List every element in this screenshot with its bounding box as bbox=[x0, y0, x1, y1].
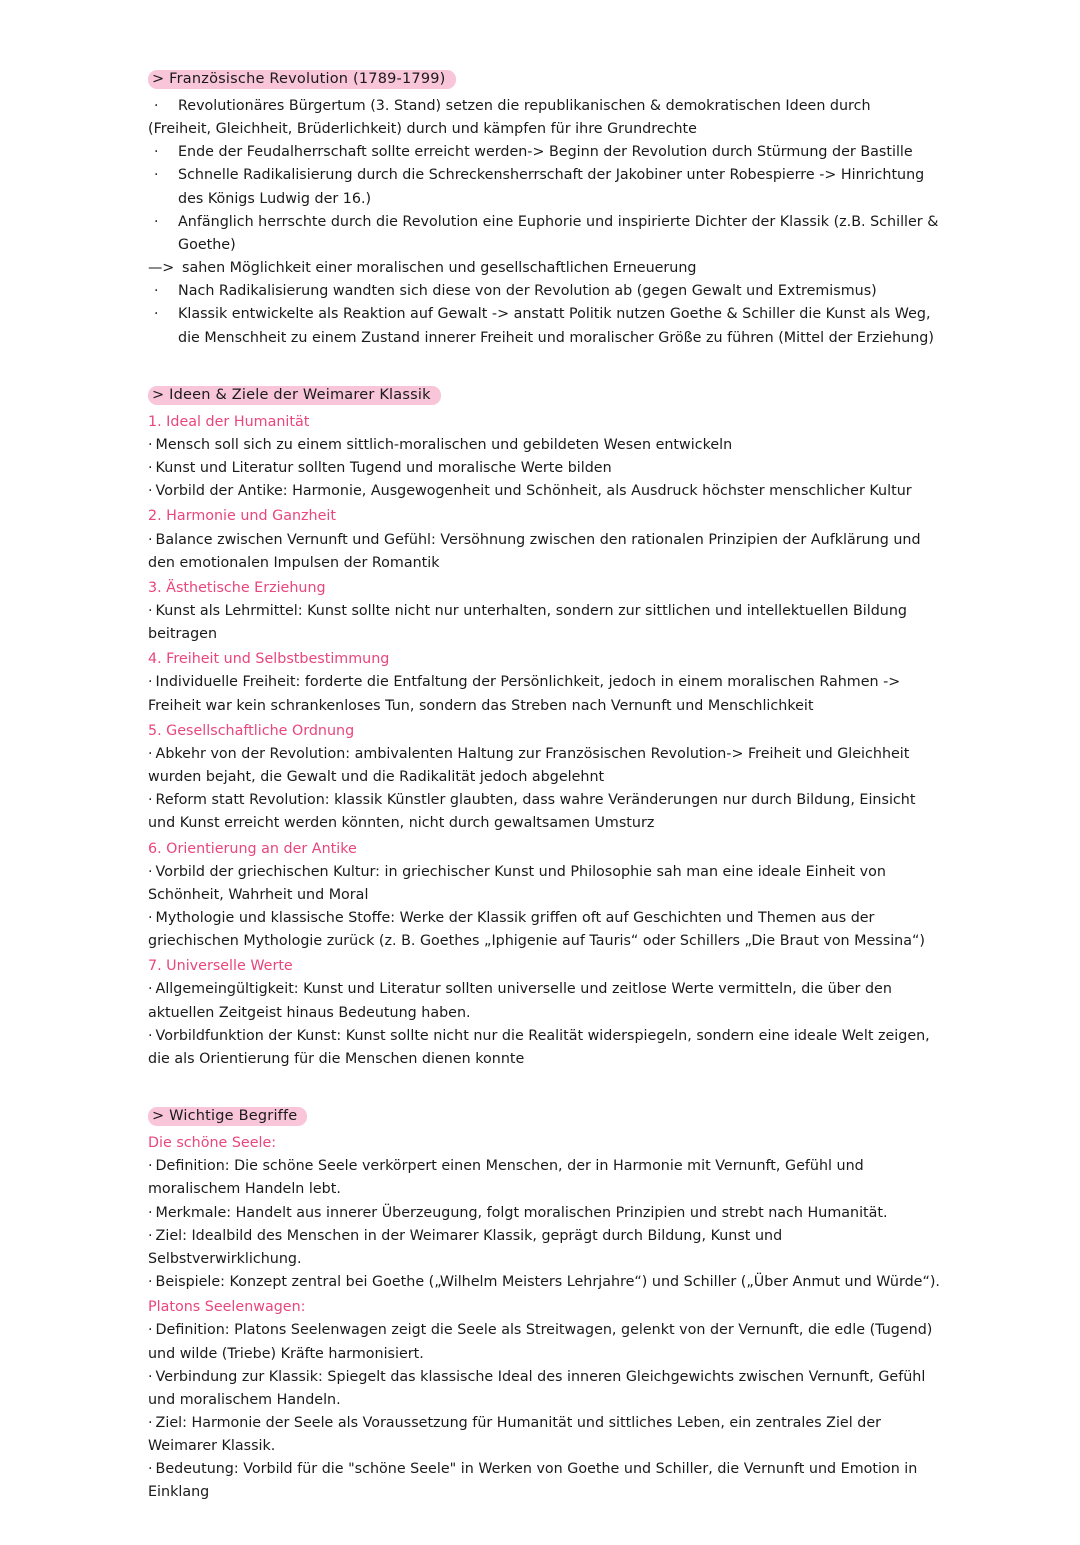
list-dot-icon: · bbox=[148, 745, 153, 762]
list-dot-icon: · bbox=[148, 483, 153, 500]
bullet-item bbox=[148, 211, 940, 257]
bullet-text: Schnelle Radikalisierung durch die Schreckensherrschaft der Jakobiner unter Robespierre -> Hinrichtung des Königs Ludwig der 16.) bbox=[178, 167, 925, 207]
list-item bbox=[148, 978, 940, 1024]
list-dot-icon: · bbox=[148, 863, 153, 880]
list-item-text: Verbindung zur Klassik: Spiegelt das klassische Ideal des inneren Gleichgewichts zwischen Vernunft, Gefühl und moralischem Handeln. bbox=[148, 1368, 926, 1408]
list-dot-icon: · bbox=[148, 910, 153, 926]
list-dot-icon: · bbox=[148, 1414, 153, 1431]
section-spacer bbox=[148, 350, 940, 384]
list-item bbox=[148, 1271, 940, 1294]
subheading: 1. Ideal der Humanität bbox=[148, 413, 310, 430]
list-item-text: Mythologie und klassische Stoffe: Werke der Klassik griffen oft auf Geschichten und Themen aus der griechischen Mythologie zurück (z. B. Goethes „Iphigenie auf Tauris“ oder Schillers „Die Braut von Messina“) bbox=[148, 910, 925, 950]
list-item-text: Abkehr von der Revolution: ambivalenten Haltung zur Französischen Revolution-> Freiheit und Gleichheit wurden bejaht, die Gewalt und die Radikalität jedoch abgelehnt bbox=[148, 745, 910, 786]
bullet-item bbox=[148, 303, 940, 349]
list-dot-icon: · bbox=[148, 531, 153, 548]
bullet-text: Ende der Feudalherrschaft sollte erreicht werden-> Beginn der Revolution durch Stürmung der Bastille bbox=[178, 144, 913, 161]
list-dot-icon: · bbox=[148, 1461, 153, 1478]
list-item bbox=[148, 907, 940, 953]
list-item bbox=[148, 1025, 940, 1071]
list-item-text: Definition: Platons Seelenwagen zeigt die Seele als Streitwagen, gelenkt von der Vernunft, die edle (Tugend) und wilde (Triebe) Kräfte harmonisiert. bbox=[148, 1322, 933, 1362]
bullet-dot-icon: · bbox=[154, 306, 159, 323]
list-dot-icon: · bbox=[148, 1027, 153, 1044]
list-dot-icon: · bbox=[148, 1368, 153, 1385]
list-item bbox=[148, 457, 940, 480]
list-dot-icon: · bbox=[148, 1158, 153, 1175]
list-item bbox=[148, 1366, 940, 1412]
list-item bbox=[148, 671, 940, 717]
list-item bbox=[148, 1202, 940, 1225]
bullet-dot-icon: · bbox=[154, 98, 159, 114]
list-item bbox=[148, 600, 940, 646]
list-item-text: Individuelle Freiheit: forderte die Entfaltung der Persönlichkeit, jedoch in einem moralischen Rahmen -> Freiheit war kein schrankenloses Tun, sondern das Streben nach Vernunft und Menschlichkeit bbox=[148, 674, 901, 714]
list-item-text: Bedeutung: Vorbild für die "schöne Seele" in Werken von Goethe und Schiller, die Vernunft und Emotion in Einklang bbox=[148, 1461, 918, 1501]
list-item-text: Kunst als Lehrmittel: Kunst sollte nicht nur unterhalten, sondern zur sittlichen und intellektuellen Bildung beitragen bbox=[148, 602, 907, 643]
list-item bbox=[148, 1225, 940, 1271]
list-item-text: Beispiele: Konzept zentral bei Goethe („Wilhelm Meisters Lehrjahre“) und Schiller („Über Anmut und Würde“). bbox=[155, 1274, 940, 1291]
section-heading: > Französische Revolution (1789-1799) bbox=[148, 70, 456, 89]
bullet-dot-icon: · bbox=[154, 144, 159, 161]
list-item-text: Definition: Die schöne Seele verkörpert einen Menschen, der in Harmonie mit Vernunft, Gefühl und moralischem Handeln lebt. bbox=[148, 1158, 864, 1198]
bullet-text: Revolutionäres Bürgertum (3. Stand) setzen die republikanischen & demokratischen Ideen durch bbox=[178, 98, 871, 114]
list-item-text: Reform statt Revolution: klassik Künstler glaubten, dass wahre Veränderungen nur durch Bildung, Einsicht und Kunst erreicht werden könnten, nicht durch gewaltsamen Umsturz bbox=[148, 792, 916, 832]
list-dot-icon: · bbox=[148, 1227, 153, 1244]
subheading: 4. Freiheit und Selbstbestimmung bbox=[148, 651, 390, 668]
list-item-text: Allgemeingültigkeit: Kunst und Literatur sollten universelle und zeitlose Werte vermitteln, die über den aktuellen Zeitgeist hinaus Bedeutung haben. bbox=[148, 981, 892, 1021]
list-dot-icon: · bbox=[148, 1322, 153, 1339]
list-dot-icon: · bbox=[148, 436, 153, 453]
list-item bbox=[148, 789, 940, 835]
arrow-item bbox=[148, 257, 940, 280]
bullet-item bbox=[148, 141, 940, 164]
arrow-icon: —> bbox=[148, 260, 175, 277]
list-item bbox=[148, 861, 940, 907]
list-item bbox=[148, 480, 940, 503]
subheading: 5. Gesellschaftliche Ordnung bbox=[148, 722, 355, 739]
list-dot-icon: · bbox=[148, 674, 153, 691]
list-item bbox=[148, 434, 940, 457]
subheading: 3. Ästhetische Erziehung bbox=[148, 579, 326, 596]
section-heading: > Wichtige Begriffe bbox=[148, 1107, 307, 1126]
subheading: Platons Seelenwagen: bbox=[148, 1299, 306, 1316]
bullet-text: Klassik entwickelte als Reaktion auf Gewalt -> anstatt Politik nutzen Goethe & Schiller die Kunst als Weg, die Menschheit zu einem Zustand innerer Freiheit und moralischer Größe zu führen (Mittel der Erziehung) bbox=[178, 306, 934, 346]
section-spacer bbox=[148, 1071, 940, 1105]
bullet-dot-icon: · bbox=[154, 213, 159, 230]
list-item-text: Mensch soll sich zu einem sittlich-moralischen und gebildeten Wesen entwickeln bbox=[155, 436, 733, 453]
bullet-text: Nach Radikalisierung wandten sich diese von der Revolution ab (gegen Gewalt und Extremismus) bbox=[178, 283, 877, 300]
bullet-dot-icon: · bbox=[154, 283, 159, 300]
list-item-text: Vorbildfunktion der Kunst: Kunst sollte nicht nur die Realität widerspiegeln, sondern eine ideale Welt zeigen, die als Orientierung für die Menschen dienen konnte bbox=[148, 1027, 930, 1067]
section-heading: > Ideen & Ziele der Weimarer Klassik bbox=[148, 386, 441, 405]
list-dot-icon: · bbox=[148, 460, 153, 477]
list-dot-icon: · bbox=[148, 792, 153, 809]
section-ideen-ziele bbox=[148, 384, 940, 1071]
paragraph-text: (Freiheit, Gleichheit, Brüderlichkeit) durch und kämpfen für ihre Grundrechte bbox=[148, 121, 697, 138]
list-item bbox=[148, 529, 940, 575]
section-heading-wrap bbox=[148, 1105, 940, 1126]
bullet-item bbox=[148, 164, 940, 210]
list-item-text: Vorbild der griechischen Kultur: in griechischer Kunst und Philosophie sah man eine ideale Einheit von Schönheit, Wahrheit und Moral bbox=[148, 863, 886, 903]
list-item bbox=[148, 743, 940, 789]
list-dot-icon: · bbox=[148, 981, 153, 998]
list-item bbox=[148, 1412, 940, 1458]
list-item-text: Merkmale: Handelt aus innerer Überzeugung, folgt moralischen Prinzipien und strebt nach Humanität. bbox=[155, 1204, 888, 1221]
list-item-text: Ziel: Harmonie der Seele als Voraussetzung für Humanität und sittliches Leben, ein zentrales Ziel der Weimarer Klassik. bbox=[148, 1414, 881, 1455]
bullet-text: Anfänglich herrschte durch die Revolution eine Euphorie und inspirierte Dichter der Klassik (z.B. Schiller & Goethe) bbox=[178, 213, 939, 253]
list-item-text: Balance zwischen Vernunft und Gefühl: Versöhnung zwischen den rationalen Prinzipien der Aufklärung und den emotionalen Impulsen der Romantik bbox=[148, 531, 921, 571]
subheading: 6. Orientierung an der Antike bbox=[148, 840, 357, 857]
bullet-item bbox=[148, 95, 940, 118]
arrow-text: sahen Möglichkeit einer moralischen und gesellschaftlichen Erneuerung bbox=[182, 260, 697, 277]
list-item-text: Ziel: Idealbild des Menschen in der Weimarer Klassik, geprägt durch Bildung, Kunst und Selbstverwirklichung. bbox=[148, 1227, 783, 1267]
list-item bbox=[148, 1319, 940, 1365]
subheading: Die schöne Seele: bbox=[148, 1135, 277, 1152]
bullet-dot-icon: · bbox=[154, 167, 159, 184]
list-item bbox=[148, 1458, 940, 1504]
subheading: 7. Universelle Werte bbox=[148, 958, 293, 975]
sections-container bbox=[148, 68, 940, 1505]
list-item-text: Kunst und Literatur sollten Tugend und moralische Werte bilden bbox=[155, 460, 612, 477]
section-wichtige-begriffe bbox=[148, 1105, 940, 1505]
list-item-text: Vorbild der Antike: Harmonie, Ausgewogenheit und Schönheit, als Ausdruck höchster menschlicher Kultur bbox=[155, 483, 912, 500]
section-heading-wrap bbox=[148, 68, 940, 89]
list-dot-icon: · bbox=[148, 1274, 153, 1291]
list-item bbox=[148, 1155, 940, 1201]
list-dot-icon: · bbox=[148, 1204, 153, 1221]
bullet-item bbox=[148, 280, 940, 303]
section-franzoesische-revolution bbox=[148, 68, 940, 350]
subheading: 2. Harmonie und Ganzheit bbox=[148, 508, 336, 525]
section-heading-wrap bbox=[148, 384, 940, 405]
list-dot-icon: · bbox=[148, 602, 153, 619]
